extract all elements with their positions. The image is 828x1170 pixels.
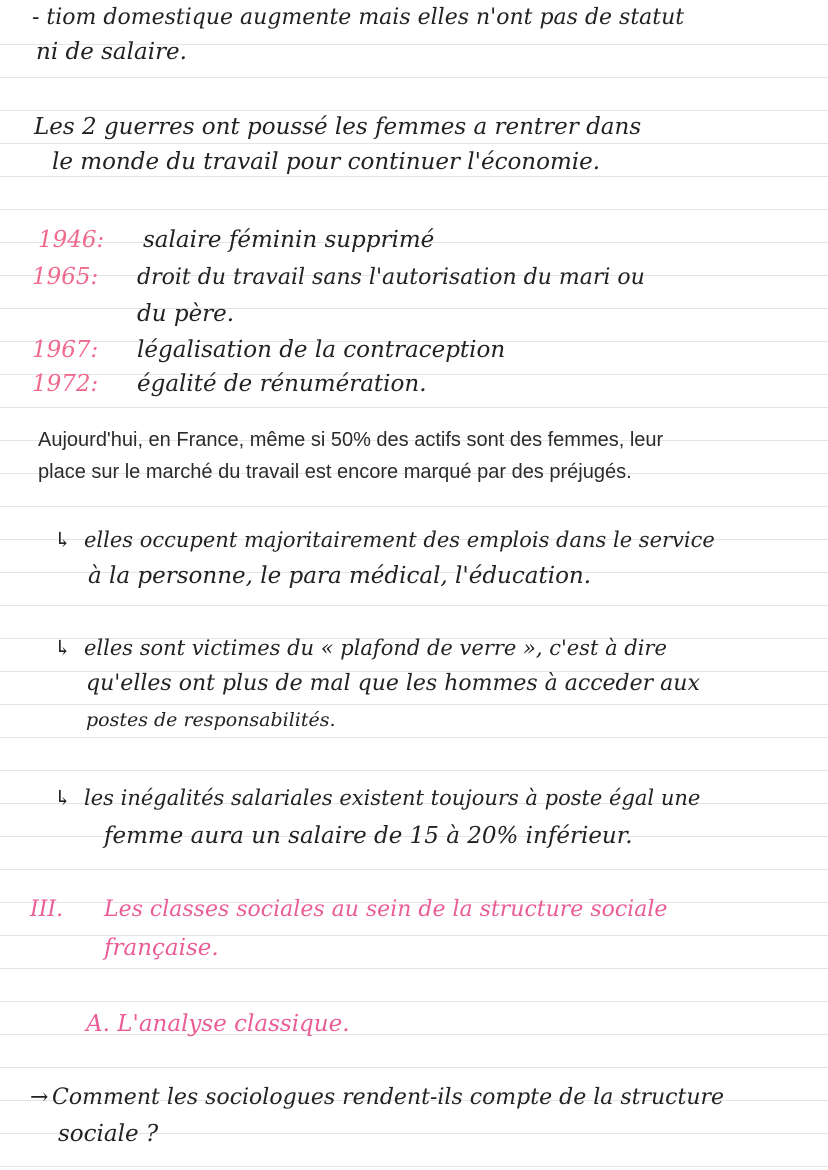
arrow-bullet-icon: ↳ (54, 636, 72, 660)
timeline-row (32, 300, 234, 328)
arrow-bullet-icon: ↳ (54, 786, 72, 810)
point-2-line-2: qu'elles ont plus de mal que les hommes à acceder aux (86, 671, 700, 696)
point-2-line-1 (54, 634, 667, 662)
point-3-line-2: femme aura un salaire de 15 à 20% inférieur. (104, 823, 633, 849)
point-3-line-1 (54, 784, 700, 812)
intro-line-2: ni de salaire. (36, 39, 187, 65)
point-text: elles sont victimes du « plafond de verre », c'est à dire (84, 636, 667, 660)
subsection-heading: A. L'analyse classique. (86, 1011, 350, 1037)
intro-line-1: - tiom domestique augmente mais elles n'ont pas de statut (32, 5, 685, 30)
section-heading (30, 896, 667, 924)
point-1-line-2: à la personne, le para médical, l'éducation. (88, 563, 592, 589)
point-text: elles occupent majoritairement des emplois dans le service (84, 528, 715, 552)
timeline-text: salaire féminin supprimé (143, 227, 435, 253)
question-line-1 (30, 1084, 724, 1112)
timeline-year: 1965: (32, 264, 99, 290)
question-text: Comment les sociologues rendent-ils compte de la structure (52, 1085, 725, 1110)
timeline-year: 1946: (38, 227, 105, 253)
wars-line-1: Les 2 guerres ont poussé les femmes a rentrer dans (34, 114, 642, 140)
point-1-line-1 (54, 526, 715, 554)
timeline-row (32, 370, 427, 398)
section-title-line-2: française. (104, 935, 219, 961)
section-title: Les classes sociales au sein de la structure sociale (104, 897, 668, 922)
point-2-line-3: postes de responsabilités. (86, 709, 336, 731)
timeline-row (38, 226, 434, 254)
timeline-text: droit du travail sans l'autorisation du mari ou (137, 265, 645, 290)
arrow-right-icon: → (30, 1085, 49, 1110)
timeline-text: du père. (137, 301, 235, 327)
section-numeral: III. (30, 897, 64, 922)
timeline-text: égalité de rénumération. (137, 371, 427, 397)
question-line-2: sociale ? (58, 1121, 159, 1147)
timeline-row (32, 336, 505, 364)
point-text: les inégalités salariales existent toujours à poste égal une (84, 786, 701, 810)
timeline-text: légalisation de la contraception (137, 337, 506, 363)
timeline-year: 1972: (32, 371, 99, 397)
timeline-year: 1967: (32, 337, 99, 363)
typed-line-1: Aujourd'hui, en France, même si 50% des actifs sont des femmes, leur (38, 429, 664, 451)
timeline-row (32, 263, 645, 292)
arrow-bullet-icon: ↳ (54, 528, 72, 552)
typed-line-2: place sur le marché du travail est encore marqué par des préjugés. (38, 461, 632, 483)
wars-line-2: le monde du travail pour continuer l'économie. (52, 149, 601, 175)
